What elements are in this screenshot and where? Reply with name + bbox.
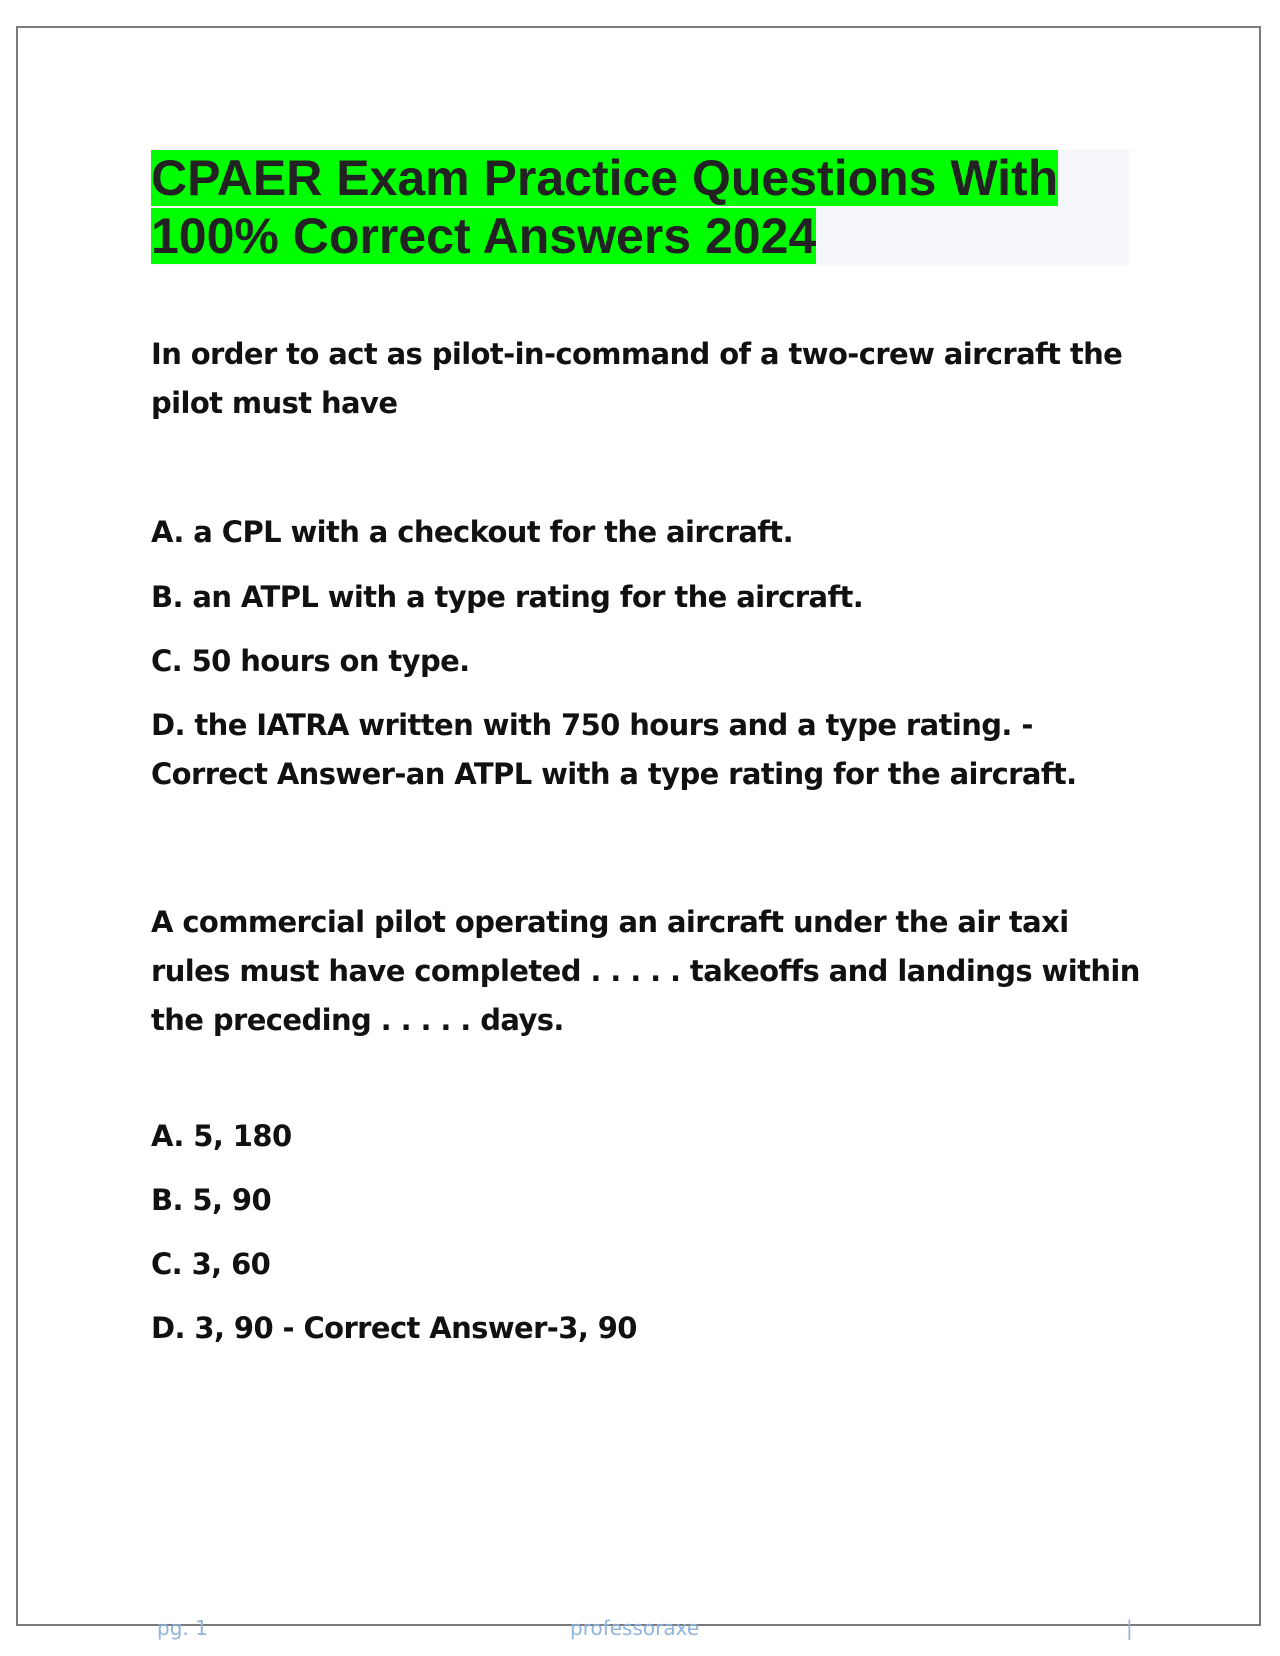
title-block [151, 149, 1129, 266]
title-line-2: 100% Correct Answers 2024 [151, 208, 817, 264]
question-2-text: A commercial pilot operating an aircraft under the air taxi rules must have completed . . . . . takeoffs and landings within the preceding . . . . . days. [151, 905, 1140, 1037]
question-1-option-b: B. an ATPL with a type rating for the aircraft. [151, 580, 864, 614]
question-1-option-a: A. a CPL with a checkout for the aircraft. [151, 515, 793, 549]
question-2-option-a: A. 5, 180 [151, 1119, 292, 1153]
question-2-option-b: B. 5, 90 [151, 1183, 272, 1217]
question-1-option-c: C. 50 hours on type. [151, 644, 470, 678]
title-line-1: CPAER Exam Practice Questions With [151, 150, 1059, 206]
document-title [151, 149, 1129, 265]
question-1-text: In order to act as pilot-in-command of a two-crew aircraft the pilot must have [151, 337, 1123, 420]
page-frame [16, 26, 1261, 1626]
question-1-option-d-answer: D. the IATRA written with 750 hours and a type rating. - Correct Answer-an ATPL with a type rating for the aircraft. [151, 708, 1077, 791]
footer-page-number: pg. 1 [157, 1616, 208, 1640]
question-2-option-c: C. 3, 60 [151, 1247, 271, 1281]
footer-mark: | [1126, 1616, 1133, 1640]
footer-author: professoraxe [570, 1616, 700, 1640]
question-2-option-d-answer: D. 3, 90 - Correct Answer-3, 90 [151, 1311, 637, 1345]
